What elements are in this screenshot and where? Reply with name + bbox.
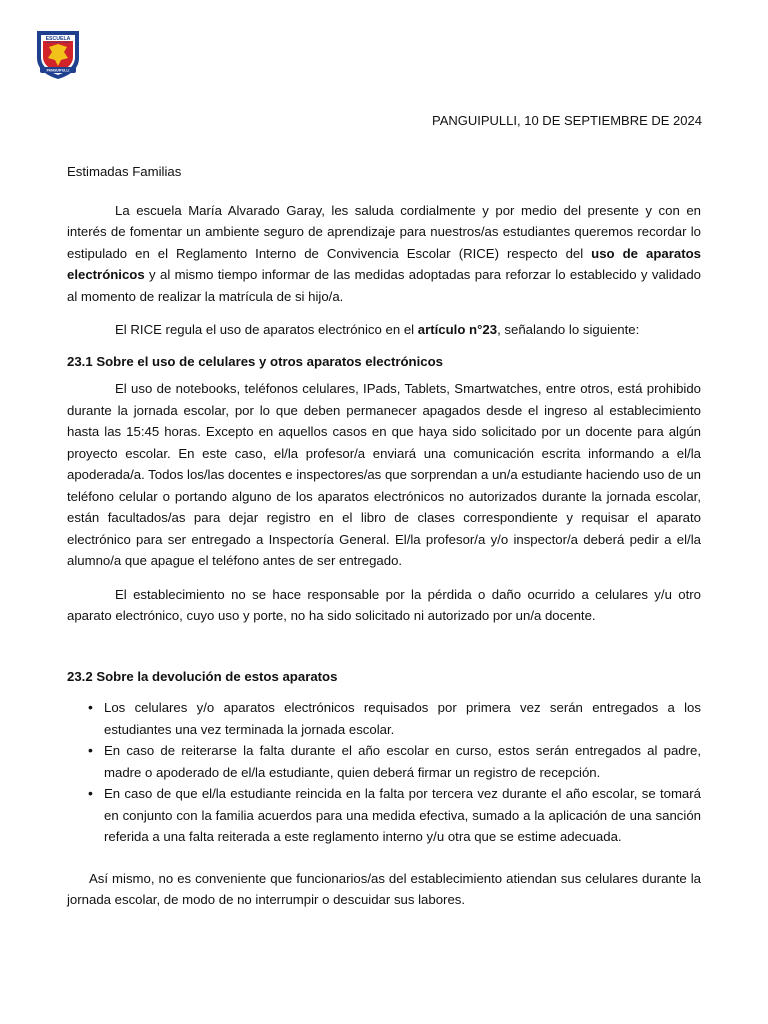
section2-heading: 23.2 Sobre la devolución de estos aparatos — [67, 668, 338, 684]
letter-body — [67, 161, 701, 911]
list-item: • En caso de que el/la estudiante reincida en la falta por tercera vez durante el año escolar, se tomará en conjunto con la familia acuerdos para una medida efectiva, sumado a la aplicación de una sanción referida a una falta reiterada a este reglamento interno y/u otra que se estime adecuada. — [67, 783, 701, 848]
date-line: PANGUIPULLI, 10 DE SEPTIEMBRE DE 2024 — [432, 113, 702, 128]
intro-text-b: y al mismo tiempo informar de las medidas adoptadas para reforzar lo establecido y validado al momento de realizar la matrícula de si hijo/a. — [67, 267, 701, 304]
list-item: • Los celulares y/o aparatos electrónicos requisados por primera vez serán entregados a los estudiantes una vez terminada la jornada escolar. — [67, 697, 701, 740]
devolution-list — [67, 697, 701, 848]
section1-paragraph-1: El uso de notebooks, teléfonos celulares, IPads, Tablets, Smartwatches, entre otros, está prohibido durante la jornada escolar, por lo que deben permanecer apagados desde el ingreso al establecimiento hasta las 15:45 horas. Excepto en aquellos casos en que haya sido solicitado por un docente para algún proyecto escolar. En este caso, el/la profesor/a enviará una comunicación escrita informando a el/la apoderada/a. Todos los/las docentes e inspectores/as que sorprendan a un/a estudiante haciendo uso de un teléfono celular o portando alguno de los aparatos electrónicos no autorizados durante la jornada escolar, están facultados/as para dejar registro en el libro de clases correspondiente y requisar el aparato electrónico para ser entregado a Inspectoría General. El/la profesor/a y/o inspector/a deberá pedir a el/la alumno/a que apague el teléfono antes de ser entregado. — [67, 381, 701, 568]
crest-title: ESCUELA — [45, 36, 71, 42]
closing-paragraph: Así mismo, no es conveniente que funcionarios/as del establecimiento atiendan sus celulares durante la jornada escolar, de modo de no interrumpir o descuidar sus labores. — [67, 870, 701, 907]
section1-paragraph-2: El establecimiento no se hace responsable por la pérdida o daño ocurrido a celulares y/u otro aparato electrónico, cuyo uso y porte, no ha sido solicitado ni autorizado por un/a docente. — [67, 586, 701, 623]
rice-text-b: , señalando lo siguiente: — [497, 322, 640, 337]
rice-paragraph — [67, 319, 701, 341]
crest-subtitle: MARÍA ALVARADO GARAY — [46, 41, 70, 44]
intro-bold: uso de aparatos electrónicos — [67, 245, 701, 282]
rice-text-a: El RICE regula el uso de aparatos electrónico en el — [115, 322, 418, 337]
intro-text-a: La escuela María Alvarado Garay, les saluda cordialmente y por medio del presente y con en interés de fomentar un ambiente seguro de aprendizaje para nuestros/as estudiantes queremos recordar lo estipulado en el Reglamento Interno de Convivencia Escolar (RICE) respecto del — [67, 202, 701, 261]
salutation: Estimadas Familias — [67, 164, 182, 179]
rice-bold: artículo n°23 — [417, 322, 498, 337]
crest-ribbon: PANGUIPULLI — [46, 68, 70, 73]
section1-heading: 23.1 Sobre el uso de celulares y otros aparatos electrónicos — [67, 353, 443, 369]
school-crest-icon — [34, 28, 82, 80]
list-item: • En caso de reiterarse la falta durante el año escolar en curso, estos serán entregados al padre, madre o apoderado de el/la estudiante, quien deberá firmar un registro de recepción. — [67, 740, 701, 783]
intro-paragraph — [67, 200, 701, 308]
